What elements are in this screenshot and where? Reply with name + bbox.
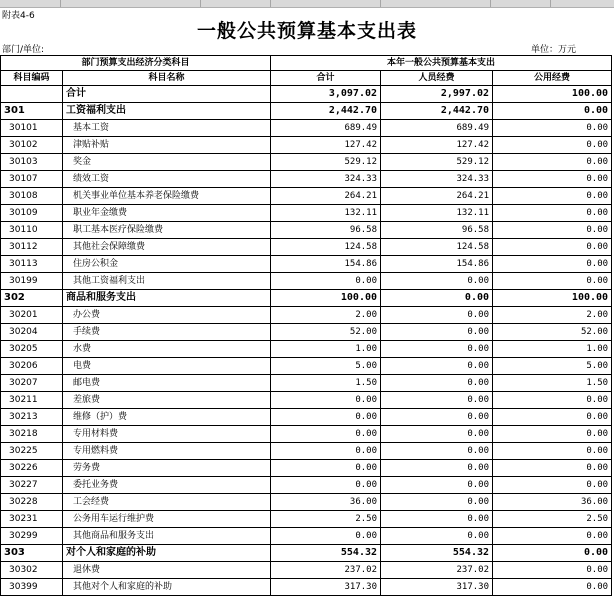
cell-personnel: 0.00 [381,290,493,307]
cell-personnel: 0.00 [381,409,493,426]
spreadsheet-column-header-strip [0,0,614,8]
col-header-code: 科目编码 [1,71,63,86]
cell-total: 0.00 [271,477,381,494]
cell-code: 30110 [1,222,63,239]
cell-public: 0.00 [493,154,612,171]
cell-public: 0.00 [493,545,612,562]
cell-code: 30199 [1,273,63,290]
table-row [1,528,612,545]
cell-name: 奖金 [63,154,271,171]
cell-total: 3,097.02 [271,86,381,103]
cell-code: 30213 [1,409,63,426]
cell-total: 2.00 [271,307,381,324]
cell-name: 其他对个人和家庭的补助 [63,579,271,596]
cell-public: 0.00 [493,239,612,256]
cell-name: 机关事业单位基本养老保险缴费 [63,188,271,205]
cell-name: 水费 [63,341,271,358]
cell-name: 劳务费 [63,460,271,477]
cell-name: 公务用车运行维护费 [63,511,271,528]
table-row [1,545,612,562]
table-row [1,290,612,307]
cell-personnel: 154.86 [381,256,493,273]
table-row [1,511,612,528]
cell-personnel: 96.58 [381,222,493,239]
cell-public: 100.00 [493,86,612,103]
cell-total: 1.00 [271,341,381,358]
cell-name: 专用燃料费 [63,443,271,460]
cell-public: 0.00 [493,392,612,409]
cell-public: 0.00 [493,188,612,205]
cell-public: 0.00 [493,120,612,137]
cell-code: 30201 [1,307,63,324]
cell-name: 其他工资福利支出 [63,273,271,290]
cell-total: 0.00 [271,392,381,409]
table-row [1,239,612,256]
cell-code: 30205 [1,341,63,358]
cell-total: 0.00 [271,426,381,443]
cell-code: 30206 [1,358,63,375]
cell-personnel: 324.33 [381,171,493,188]
col-header-total: 合计 [271,71,381,86]
group-header-classification: 部门预算支出经济分类科目 [1,56,271,71]
table-row [1,205,612,222]
cell-total: 0.00 [271,273,381,290]
cell-public: 1.50 [493,375,612,392]
cell-name: 职业年金缴费 [63,205,271,222]
cell-total: 127.42 [271,137,381,154]
cell-total: 0.00 [271,443,381,460]
table-row [1,273,612,290]
attachment-label: 附表4-6 [2,11,35,21]
cell-public: 0.00 [493,205,612,222]
cell-total: 0.00 [271,528,381,545]
cell-public: 100.00 [493,290,612,307]
cell-code: 30211 [1,392,63,409]
cell-name: 办公费 [63,307,271,324]
cell-name: 津贴补贴 [63,137,271,154]
cell-total: 324.33 [271,171,381,188]
cell-total: 2.50 [271,511,381,528]
cell-total: 0.00 [271,460,381,477]
department-label: 部门/单位: [2,45,45,55]
cell-total: 2,442.70 [271,103,381,120]
cell-personnel: 0.00 [381,528,493,545]
cell-name: 手续费 [63,324,271,341]
cell-personnel: 0.00 [381,307,493,324]
cell-personnel: 2,997.02 [381,86,493,103]
cell-code: 30109 [1,205,63,222]
cell-total: 96.58 [271,222,381,239]
cell-personnel: 132.11 [381,205,493,222]
table-row [1,494,612,511]
cell-code: 30112 [1,239,63,256]
cell-personnel: 0.00 [381,494,493,511]
cell-name: 差旅费 [63,392,271,409]
table-row [1,579,612,596]
cell-name: 基本工资 [63,120,271,137]
table-row [1,358,612,375]
cell-public: 1.00 [493,341,612,358]
cell-personnel: 0.00 [381,358,493,375]
cell-code: 30108 [1,188,63,205]
cell-public: 0.00 [493,426,612,443]
table-row [1,137,612,154]
cell-code: 30102 [1,137,63,154]
table-row [1,222,612,239]
cell-total: 132.11 [271,205,381,222]
table-row [1,103,612,120]
cell-code: 30207 [1,375,63,392]
cell-public: 2.50 [493,511,612,528]
cell-public: 52.00 [493,324,612,341]
cell-public: 0.00 [493,273,612,290]
cell-total: 689.49 [271,120,381,137]
table-row [1,443,612,460]
cell-code: 30228 [1,494,63,511]
table-row [1,341,612,358]
cell-personnel: 124.58 [381,239,493,256]
cell-personnel: 2,442.70 [381,103,493,120]
cell-code: 30399 [1,579,63,596]
cell-code: 30204 [1,324,63,341]
cell-public: 0.00 [493,137,612,154]
table-row [1,460,612,477]
cell-public: 0.00 [493,103,612,120]
cell-public: 0.00 [493,477,612,494]
cell-public: 5.00 [493,358,612,375]
cell-personnel: 0.00 [381,460,493,477]
table-row [1,392,612,409]
col-header-public: 公用经费 [493,71,612,86]
cell-name: 住房公积金 [63,256,271,273]
unit-label: 单位：万元 [531,45,577,55]
cell-public: 0.00 [493,562,612,579]
cell-total: 36.00 [271,494,381,511]
cell-personnel: 317.30 [381,579,493,596]
page-title: 一般公共预算基本支出表 [196,20,417,42]
cell-public: 0.00 [493,222,612,239]
cell-personnel: 554.32 [381,545,493,562]
cell-name: 维修（护）费 [63,409,271,426]
cell-name: 电费 [63,358,271,375]
cell-code: 30218 [1,426,63,443]
cell-total: 5.00 [271,358,381,375]
cell-personnel: 237.02 [381,562,493,579]
table-row [1,120,612,137]
cell-public: 2.00 [493,307,612,324]
cell-code: 302 [1,290,63,307]
cell-code: 30225 [1,443,63,460]
cell-public: 0.00 [493,528,612,545]
cell-code: 30302 [1,562,63,579]
cell-total: 554.32 [271,545,381,562]
cell-code: 30231 [1,511,63,528]
table-row [1,188,612,205]
cell-total: 100.00 [271,290,381,307]
cell-personnel: 0.00 [381,426,493,443]
cell-code: 30299 [1,528,63,545]
cell-code: 303 [1,545,63,562]
cell-name: 工会经费 [63,494,271,511]
cell-total: 52.00 [271,324,381,341]
table-row [1,409,612,426]
cell-name: 工资福利支出 [63,103,271,120]
cell-total: 1.50 [271,375,381,392]
table-row [1,307,612,324]
cell-code: 30103 [1,154,63,171]
cell-code: 301 [1,103,63,120]
table-row [1,375,612,392]
cell-total: 0.00 [271,409,381,426]
cell-name: 商品和服务支出 [63,290,271,307]
cell-total: 124.58 [271,239,381,256]
cell-personnel: 689.49 [381,120,493,137]
cell-personnel: 0.00 [381,273,493,290]
cell-public: 0.00 [493,409,612,426]
cell-code: 30101 [1,120,63,137]
cell-name: 退休费 [63,562,271,579]
cell-code [1,86,63,103]
cell-public: 0.00 [493,443,612,460]
cell-name: 合计 [63,86,271,103]
cell-personnel: 529.12 [381,154,493,171]
cell-personnel: 0.00 [381,511,493,528]
cell-name: 邮电费 [63,375,271,392]
table-row [1,171,612,188]
group-header-expenditure: 本年一般公共预算基本支出 [271,56,612,71]
cell-name: 其他商品和服务支出 [63,528,271,545]
cell-name: 职工基本医疗保险缴费 [63,222,271,239]
cell-name: 委托业务费 [63,477,271,494]
table-row [1,86,612,103]
cell-public: 0.00 [493,171,612,188]
cell-code: 30107 [1,171,63,188]
cell-personnel: 0.00 [381,375,493,392]
table-row [1,256,612,273]
cell-public: 0.00 [493,460,612,477]
table-row [1,324,612,341]
cell-name: 对个人和家庭的补助 [63,545,271,562]
cell-name: 绩效工资 [63,171,271,188]
cell-name: 专用材料费 [63,426,271,443]
cell-total: 529.12 [271,154,381,171]
table-row [1,154,612,171]
table-row [1,562,612,579]
cell-total: 154.86 [271,256,381,273]
cell-code: 30227 [1,477,63,494]
budget-table [0,55,612,596]
cell-code: 30113 [1,256,63,273]
table-row [1,426,612,443]
cell-personnel: 0.00 [381,392,493,409]
cell-name: 其他社会保障缴费 [63,239,271,256]
header-group-row [1,56,612,71]
cell-total: 317.30 [271,579,381,596]
cell-personnel: 0.00 [381,341,493,358]
col-header-personnel: 人员经费 [381,71,493,86]
cell-code: 30226 [1,460,63,477]
cell-personnel: 264.21 [381,188,493,205]
cell-public: 0.00 [493,579,612,596]
cell-total: 237.02 [271,562,381,579]
cell-personnel: 0.00 [381,443,493,460]
cell-personnel: 0.00 [381,324,493,341]
cell-personnel: 127.42 [381,137,493,154]
cell-public: 0.00 [493,256,612,273]
column-header-row [1,71,612,86]
table-row [1,477,612,494]
cell-personnel: 0.00 [381,477,493,494]
col-header-name: 科目名称 [63,71,271,86]
cell-total: 264.21 [271,188,381,205]
cell-public: 36.00 [493,494,612,511]
